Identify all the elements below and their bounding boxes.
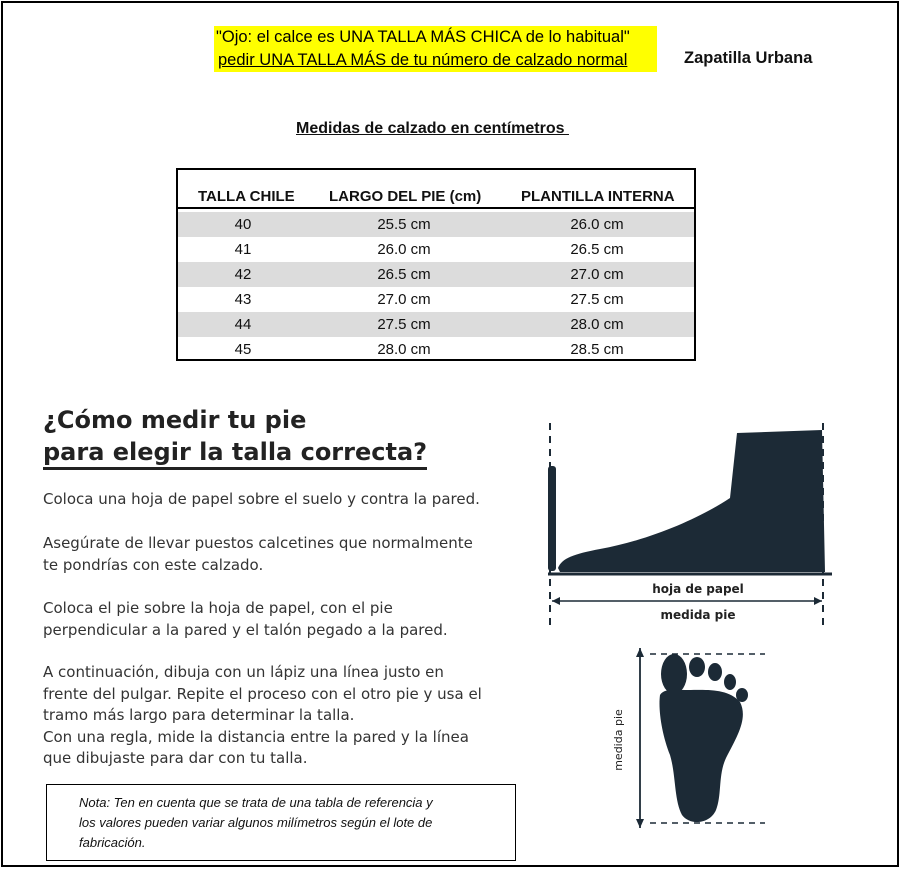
reference-note bbox=[46, 784, 516, 861]
step-text-line: que dibujaste para dar con tu talla. bbox=[43, 749, 308, 767]
cell-insole: 26.0 cm bbox=[570, 216, 624, 233]
cell-insole: 26.5 cm bbox=[570, 241, 624, 258]
step-text-line: frente del pulgar. Repite el proceso con el otro pie y usa el bbox=[43, 684, 482, 703]
table-row bbox=[178, 237, 694, 262]
step-text-line: Con una regla, mide la distancia entre la pared y la línea bbox=[43, 727, 469, 746]
measure-guide-heading bbox=[43, 404, 427, 468]
cell-insole: 28.0 cm bbox=[570, 316, 624, 333]
vertical-measure-label: medida pie bbox=[612, 709, 625, 771]
cell-size: 42 bbox=[234, 266, 252, 283]
step-text-line: Coloca una hoja de papel sobre el suelo y contra la pared. bbox=[43, 490, 480, 508]
foot-top-view-illustration bbox=[600, 640, 780, 835]
note-line: los valores pueden variar algunos milímetros según el lote de bbox=[79, 815, 433, 830]
paper-label: hoja de papel bbox=[652, 582, 744, 596]
cell-size: 40 bbox=[234, 216, 252, 233]
column-header-size: TALLA CHILE bbox=[198, 188, 295, 205]
cell-foot-length: 26.5 cm bbox=[377, 266, 431, 283]
fit-warning-banner bbox=[214, 26, 657, 72]
wall-icon bbox=[548, 466, 556, 571]
foot-icon bbox=[558, 430, 825, 572]
table-row bbox=[178, 262, 694, 287]
step-text-line: tramo más largo para determinar la talla. bbox=[43, 706, 355, 724]
table-row bbox=[178, 287, 694, 312]
step-draw-and-measure bbox=[43, 662, 482, 770]
cell-size: 44 bbox=[234, 316, 252, 333]
foot-sole-icon bbox=[659, 654, 748, 822]
cell-foot-length: 28.0 cm bbox=[377, 341, 431, 358]
cell-foot-length: 26.0 cm bbox=[377, 241, 431, 258]
cell-foot-length: 25.5 cm bbox=[377, 216, 431, 233]
cell-insole: 27.0 cm bbox=[570, 266, 624, 283]
table-row bbox=[178, 212, 694, 237]
step-socks bbox=[43, 533, 473, 576]
foot-side-view-illustration bbox=[540, 418, 840, 633]
table-row bbox=[178, 312, 694, 337]
step-position-foot bbox=[43, 598, 448, 641]
note-line: fabricación. bbox=[79, 835, 146, 850]
cell-foot-length: 27.0 cm bbox=[377, 291, 431, 308]
header-divider bbox=[178, 207, 694, 209]
step-text-line: Asegúrate de llevar puestos calcetines que normalmente bbox=[43, 534, 473, 552]
cell-insole: 27.5 cm bbox=[570, 291, 624, 308]
size-table-title: Medidas de calzado en centímetros bbox=[296, 120, 569, 137]
step-paper bbox=[43, 489, 480, 511]
cell-size: 45 bbox=[234, 341, 252, 358]
note-line: Nota: Ten en cuenta que se trata de una tabla de referencia y bbox=[79, 795, 433, 810]
cell-size: 41 bbox=[234, 241, 252, 258]
cell-size: 43 bbox=[234, 291, 252, 308]
cell-foot-length: 27.5 cm bbox=[377, 316, 431, 333]
column-header-insole: PLANTILLA INTERNA bbox=[521, 188, 675, 205]
column-header-foot-length: LARGO DEL PIE (cm) bbox=[329, 188, 482, 205]
step-text-line: Coloca el pie sobre la hoja de papel, con el pie bbox=[43, 599, 393, 617]
fit-warning-line-2: pedir UNA TALLA MÁS de tu número de calzado normal bbox=[218, 51, 628, 69]
measure-label: medida pie bbox=[660, 608, 736, 622]
product-name: Zapatilla Urbana bbox=[684, 49, 813, 67]
heading-line-2: para elegir la talla correcta? bbox=[43, 438, 427, 470]
step-text-line: A continuación, dibuja con un lápiz una línea justo en bbox=[43, 663, 444, 681]
table-row bbox=[178, 337, 694, 362]
heading-line-1: ¿Cómo medir tu pie bbox=[43, 406, 307, 434]
step-text-line: te pondrías con este calzado. bbox=[43, 555, 264, 574]
fit-warning-line-1: "Ojo: el calce es UNA TALLA MÁS CHICA de lo habitual" bbox=[216, 28, 630, 46]
size-table bbox=[176, 168, 696, 361]
step-text-line: perpendicular a la pared y el talón pegado a la pared. bbox=[43, 620, 448, 639]
cell-insole: 28.5 cm bbox=[570, 341, 624, 358]
